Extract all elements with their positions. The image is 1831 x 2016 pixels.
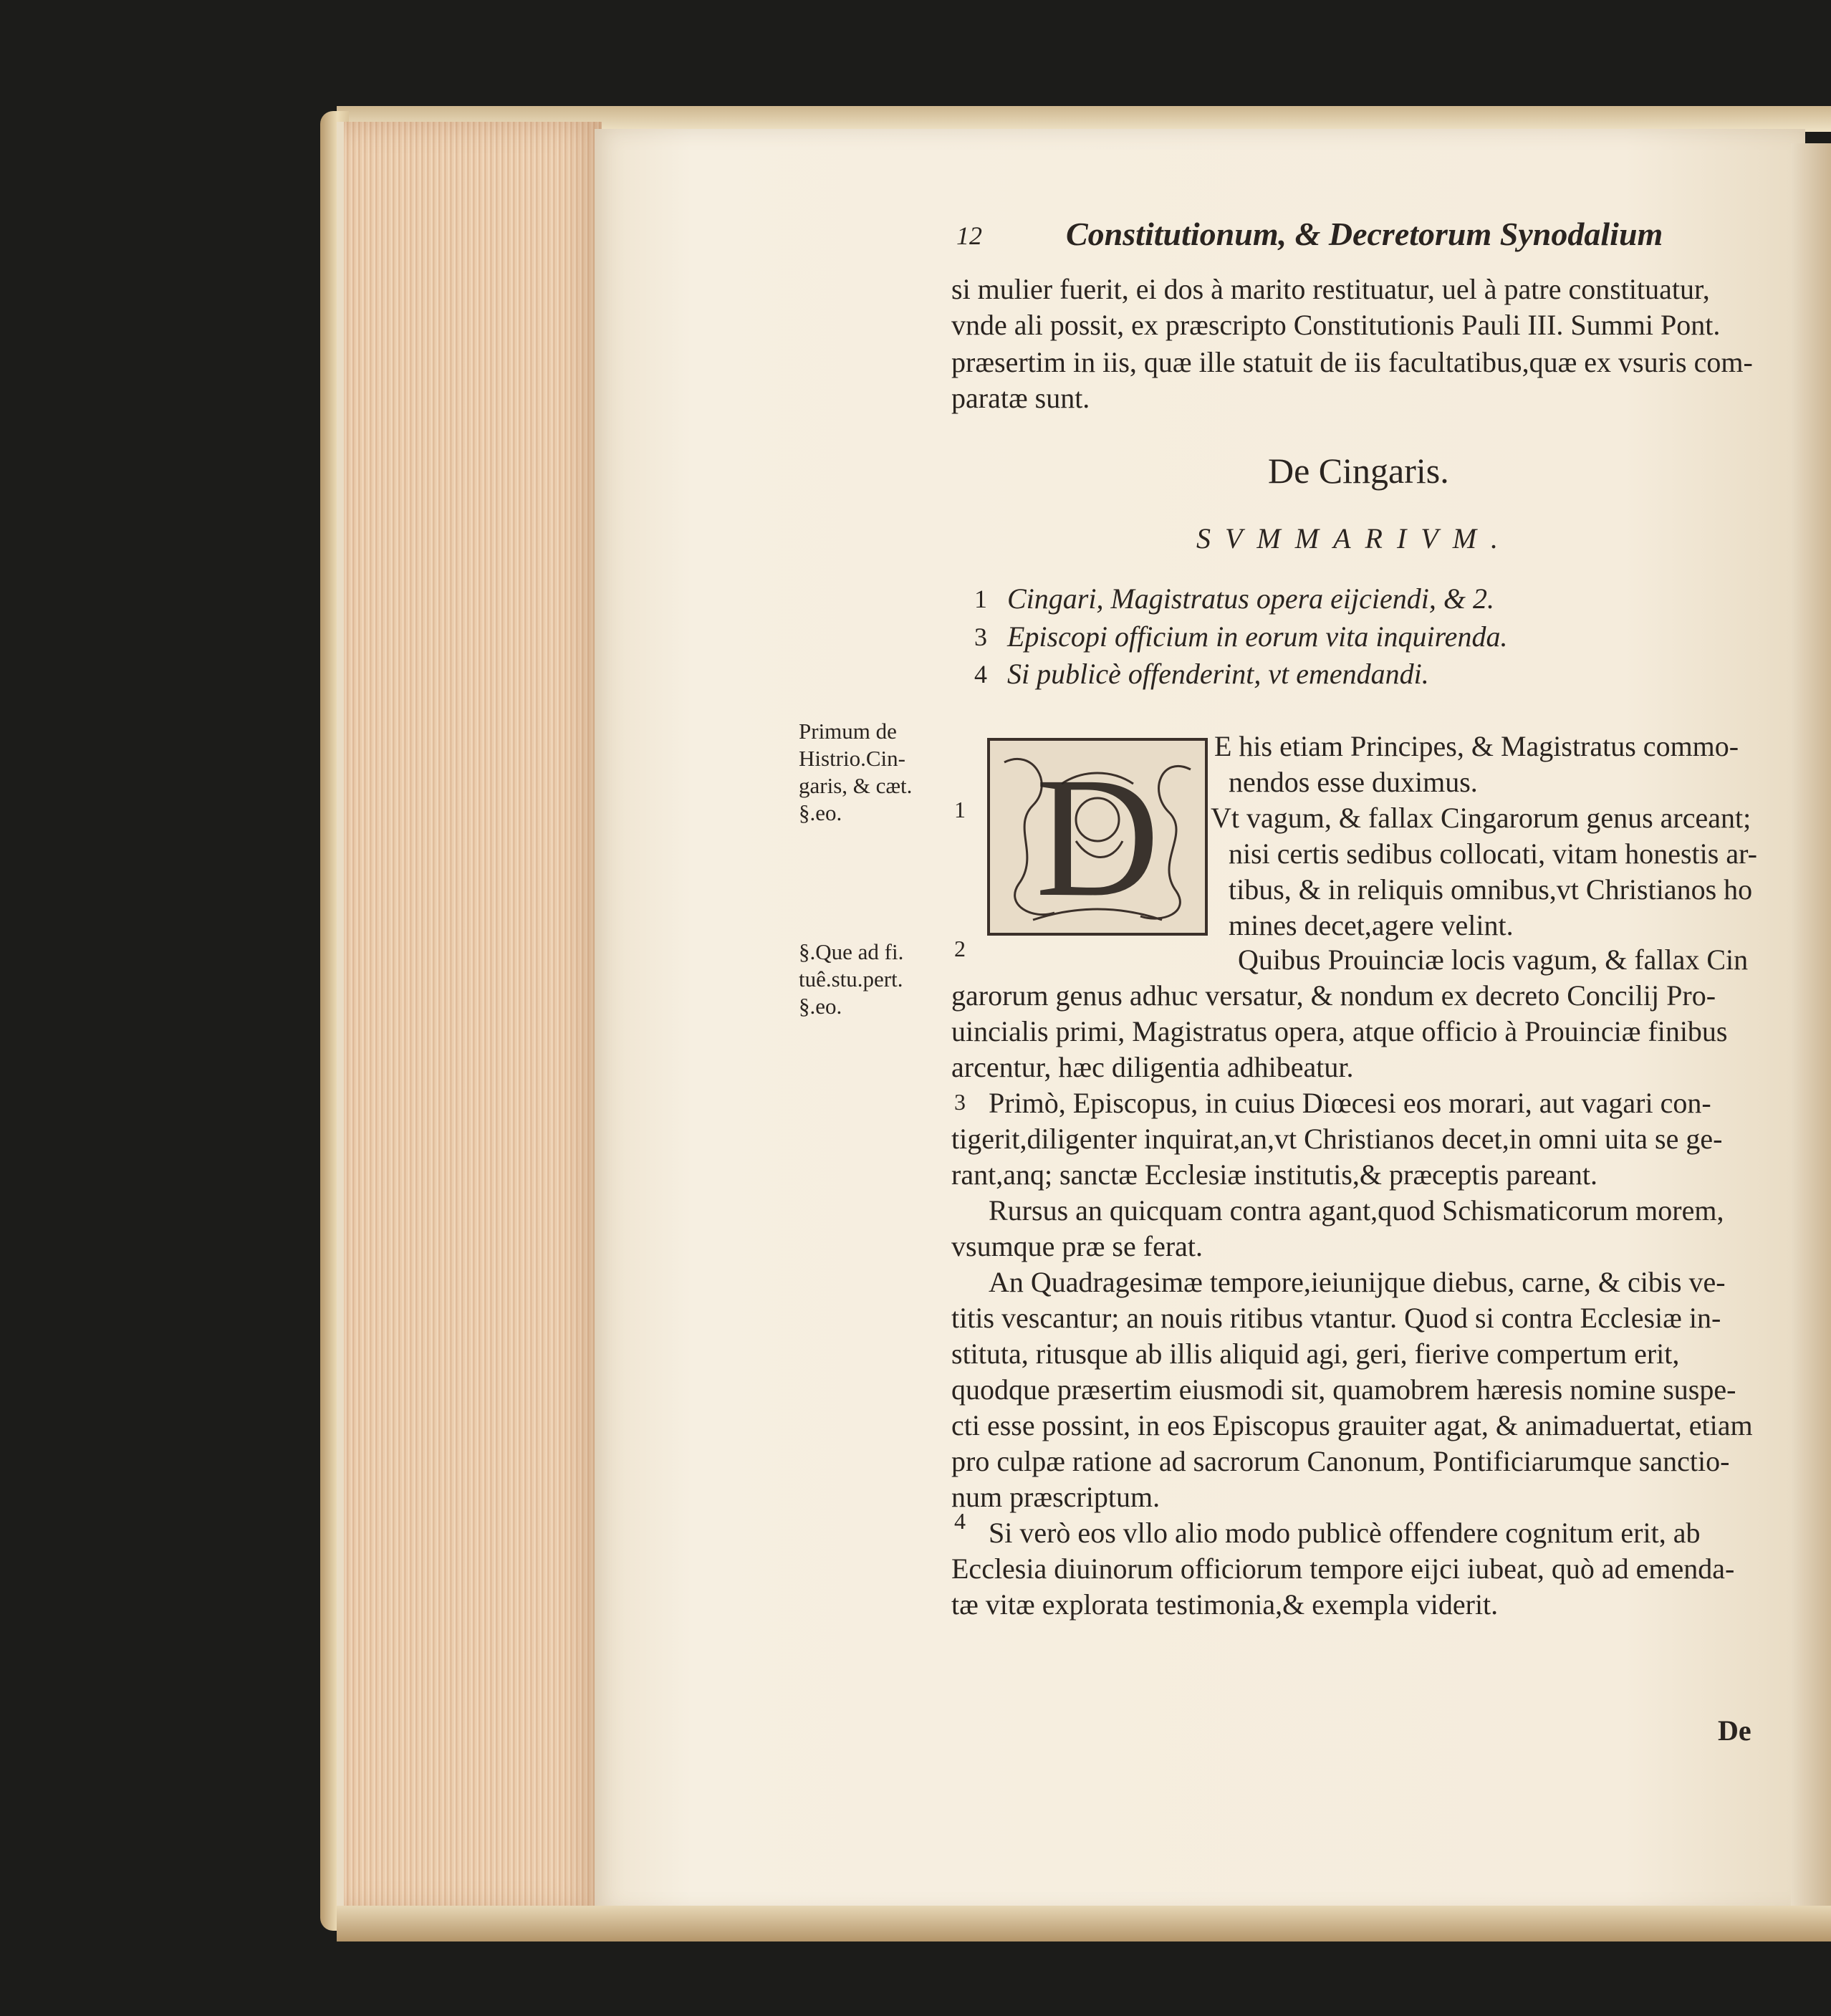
body-line: Primò, Episcopus, in cuius Diœcesi eos morari, aut vagari con- [989, 1087, 1711, 1119]
body-line: si mulier fuerit, ei dos à marito restituatur, uel à patre constituatur, [951, 273, 1710, 305]
body-line: stituta, ritusque ab illis aliquid agi, geri, fierive compertum erit, [951, 1338, 1680, 1370]
body-line: Rursus an quicquam contra agant,quod Schismaticorum morem, [989, 1194, 1724, 1227]
decorated-initial [987, 738, 1208, 936]
marginal-note-line: tuê.stu.pert. [799, 966, 903, 992]
summary-item: Si publicè offenderint, vt emendandi. [1007, 658, 1429, 690]
body-line: cti esse possint, in eos Episcopus grauiter agat, & animaduertat, etiam [951, 1409, 1753, 1441]
body-line: tibus, & in reliquis omnibus,vt Christianos ho [1229, 873, 1753, 906]
body-line: præsertim in iis, quæ ille statuit de iis facultatibus,quæ ex vsuris com- [951, 346, 1753, 378]
marginal-note-line: garis, & cæt. [799, 773, 913, 798]
body-line: Vt vagum, & fallax Cingarorum genus arceant; [1211, 802, 1751, 834]
body-line: tæ vitæ explorata testimonia,& exempla viderit. [951, 1588, 1499, 1621]
facing-page-edge [1791, 143, 1831, 1906]
body-line: vsumque præ se ferat. [951, 1230, 1203, 1262]
floral-ornament-icon [990, 741, 1205, 933]
marginal-note-line: Primum de [799, 719, 897, 744]
body-line: paratæ sunt. [951, 382, 1090, 414]
paragraph-number: 3 [954, 1089, 966, 1115]
body-line: Quibus Prouinciæ locis vagum, & fallax Cin [1238, 944, 1749, 976]
paragraph-number: 1 [954, 797, 966, 822]
body-line: garorum genus adhuc versatur, & nondum ex decreto Concilij Pro- [951, 979, 1716, 1012]
body-line: vnde ali possit, ex præscripto Constitutionis Pauli III. Summi Pont. [951, 309, 1721, 341]
paragraph-number: 2 [954, 936, 966, 961]
body-line: titis vescantur; an nouis ritibus vtantur. Quod si contra Ecclesiæ in- [951, 1302, 1721, 1334]
body-line: nisi certis sedibus collocati, vitam honestis ar- [1229, 837, 1757, 870]
page-number: 12 [956, 221, 982, 250]
section-title: De Cingaris. [1268, 451, 1449, 491]
body-line: mines decet,agere velint. [1229, 909, 1514, 941]
body-line: rant,anq; sanctæ Ecclesiæ institutis,& præceptis pareant. [951, 1158, 1598, 1191]
marginal-note-line: §.eo. [799, 994, 842, 1019]
paragraph-number: 4 [954, 1508, 966, 1534]
body-line: nendos esse duximus. [1229, 766, 1478, 798]
body-line: tigerit,diligenter inquirat,an,vt Christianos decet,in omni uita se ge- [951, 1123, 1723, 1155]
body-line: Ecclesia diuinorum officiorum tempore eijci iubeat, quò ad emenda- [951, 1552, 1735, 1585]
summary-num: 4 [974, 660, 987, 688]
marginal-note-line: §.eo. [799, 800, 842, 825]
summarium-heading: SVMMARIVM. [1196, 522, 1513, 555]
summary-item: Episcopi officium in eorum vita inquirenda. [1007, 620, 1508, 653]
dropcap-letter: D [1035, 741, 1160, 932]
marginal-note-line: §.Que ad fi. [799, 939, 904, 964]
marginal-note [799, 939, 903, 1020]
catchword: De [1718, 1714, 1751, 1747]
body-line: E his etiam Principes, & Magistratus commo- [1214, 730, 1739, 762]
body-line: quodque præsertim eiusmodi sit, quamobrem hæresis nomine suspe- [951, 1373, 1736, 1406]
book-cover-bottom [337, 1906, 1831, 1941]
body-line: pro culpæ ratione ad sacrorum Canonum, Pontificiarumque sanctio- [951, 1445, 1730, 1477]
summary-num: 3 [974, 623, 987, 651]
summary-item: Cingari, Magistratus opera eijciendi, & 2. [1007, 582, 1494, 615]
body-line: Si verò eos vllo alio modo publicè offendere cognitum erit, ab [989, 1517, 1701, 1549]
marginal-note-line: Histrio.Cin- [799, 746, 905, 771]
marginal-note [799, 718, 912, 827]
body-line: uincialis primi, Magistratus opera, atque officio à Prouinciæ finibus [951, 1015, 1728, 1047]
body-line: arcentur, hæc diligentia adhibeatur. [951, 1051, 1354, 1083]
running-title: Constitutionum, & Decretorum Synodalium [1066, 216, 1663, 252]
summary-num: 1 [974, 585, 987, 613]
body-line: An Quadragesimæ tempore,ieiunijque diebus, carne, & cibis ve- [989, 1266, 1726, 1298]
page-fore-edge [337, 122, 602, 1913]
body-line: num præscriptum. [951, 1481, 1160, 1513]
